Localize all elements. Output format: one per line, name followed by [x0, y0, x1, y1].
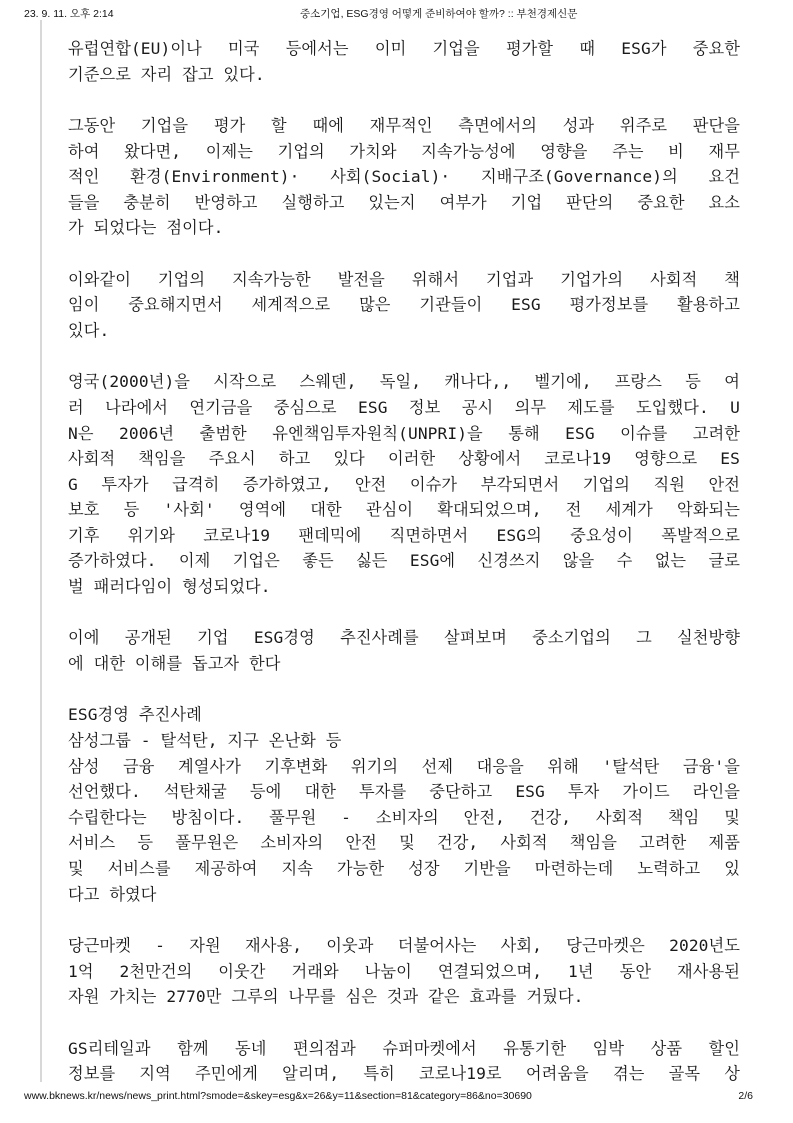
- text-line: 유럽연합(EU)이나 미국 등에서는 이미 기업을 평가할 때 ESG가 중요한: [68, 39, 740, 58]
- paragraph-gap: [68, 241, 740, 267]
- text-line: 임이 중요해지면서 세계적으로 많은 기관들이 ESG 평가정보를 활용하고: [68, 295, 740, 315]
- text-line: 증가하였다. 이제 기업은 좋든 싫든 ESG에 신경쓰지 않을 수 없는 글로: [68, 551, 740, 571]
- text-line: 다고 하였다: [68, 884, 157, 904]
- paragraph: [68, 36, 740, 87]
- text-line: 수립한다는 방침이다. 풀무원 - 소비자의 안전, 건강, 사회적 책임 및: [68, 807, 740, 827]
- paragraph-gap: [68, 344, 740, 370]
- text-line: 선언했다. 석탄채굴 등에 대한 투자를 중단하고 ESG 투자 가이드 라인을: [68, 782, 740, 802]
- paragraph: [68, 267, 740, 344]
- paragraph-gap: [68, 87, 740, 113]
- paragraph: [68, 933, 740, 1010]
- paragraph-gap: [68, 907, 740, 933]
- page-number: 2/6: [738, 1090, 753, 1102]
- text-line: 서비스 등 풀무원은 소비자의 안전 및 건강, 사회적 책임을 고려한 제품: [68, 833, 740, 853]
- text-line: 있다.: [68, 320, 110, 340]
- text-line: 기후 위기와 코로나19 팬데믹에 직면하면서 ESG의 중요성이 폭발적으로: [68, 525, 740, 545]
- paragraph: [68, 1036, 740, 1087]
- text-line: 러 나라에서 연기금을 중심으로 ESG 정보 공시 의무 제도를 도입했다. U: [68, 397, 740, 417]
- text-line: 1억 2천만건의 이웃간 거래와 나눔이 연결되었으며, 1년 동안 재사용된: [68, 961, 740, 981]
- paragraph-gap: [68, 1010, 740, 1036]
- article-body: [68, 36, 740, 1087]
- page-url: www.bknews.kr/news/news_print.html?smode=&skey=esg&x=26&y=11&section=81&category=86&no=30690: [24, 1090, 532, 1102]
- text-line: 이에 공개된 기업 ESG경영 추진사례를 살펴보며 중소기업의 그 실천방향: [68, 628, 740, 648]
- text-line: 삼성 금융 계열사가 기후변화 위기의 선제 대응을 위해 '탈석탄 금융'을: [68, 756, 740, 776]
- paragraph-gap: [68, 677, 740, 703]
- text-line: 당근마켓 - 자원 재사용, 이웃과 더불어사는 사회, 당근마켓은 2020년도: [68, 936, 740, 955]
- print-datetime: 23. 9. 11. 오후 2:14: [24, 8, 114, 20]
- text-line: 및 서비스를 제공하여 지속 가능한 성장 기반을 마련하는데 노력하고 있: [68, 859, 740, 879]
- text-line: 삼성그룹 - 탈석탄, 지구 온난화 등: [68, 731, 342, 751]
- text-line: 들을 충분히 반영하고 실행하고 있는지 여부가 기업 판단의 중요한 요소: [68, 192, 740, 212]
- text-line: 정보를 지역 주민에게 알리며, 특히 코로나19로 어려움을 겪는 골목 상: [68, 1064, 740, 1084]
- paragraph: [68, 702, 740, 907]
- document-title: 중소기업, ESG경영 어떻게 준비하여야 할까? :: 부천경제신문: [300, 8, 578, 20]
- paragraph-gap: [68, 600, 740, 626]
- text-line: 에 대한 이해를 돕고자 한다: [68, 654, 281, 674]
- text-line: 벌 패러다임이 형성되었다.: [68, 577, 271, 597]
- text-line: 적인 환경(Environment)· 사회(Social)· 지배구조(Governance)의 요건: [68, 167, 740, 187]
- text-line: N은 2006년 출범한 유엔책임투자원칙(UNPRI)을 통해 ESG 이슈를 고려한: [68, 423, 740, 443]
- text-line: 사회적 책임을 주요시 하고 있다 이러한 상황에서 코로나19 영향으로 ES: [68, 449, 740, 469]
- text-line: 보호 등 '사회' 영역에 대한 관심이 확대되었으며, 전 세계가 악화되는: [68, 500, 740, 520]
- left-margin-rule: [40, 20, 42, 1082]
- paragraph: [68, 369, 740, 599]
- text-line: 이와같이 기업의 지속가능한 발전을 위해서 기업과 기업가의 사회적 책: [68, 269, 740, 289]
- text-line: ESG경영 추진사례: [68, 705, 202, 725]
- text-line: G 투자가 급격히 증가하였고, 안전 이슈가 부각되면서 기업의 직원 안전: [68, 474, 740, 494]
- paragraph: [68, 113, 740, 241]
- text-line: GS리테일과 함께 동네 편의점과 슈퍼마켓에서 유통기한 임박 상품 할인: [68, 1038, 740, 1058]
- text-line: 기준으로 자리 잡고 있다.: [68, 64, 265, 84]
- text-line: 그동안 기업을 평가 할 때에 재무적인 측면에서의 성과 위주로 판단을: [68, 115, 740, 135]
- paragraph: [68, 625, 740, 676]
- text-line: 자원 가치는 2770만 그루의 나무를 심은 것과 같은 효과를 거뒀다.: [68, 987, 584, 1007]
- text-line: 가 되었다는 점이다.: [68, 218, 224, 238]
- text-line: 하여 왔다면, 이제는 기업의 가치와 지속가능성에 영향을 주는 비 재무: [68, 141, 740, 161]
- text-line: 영국(2000년)을 시작으로 스웨덴, 독일, 캐나다,, 벨기에, 프랑스 등 여: [68, 372, 740, 392]
